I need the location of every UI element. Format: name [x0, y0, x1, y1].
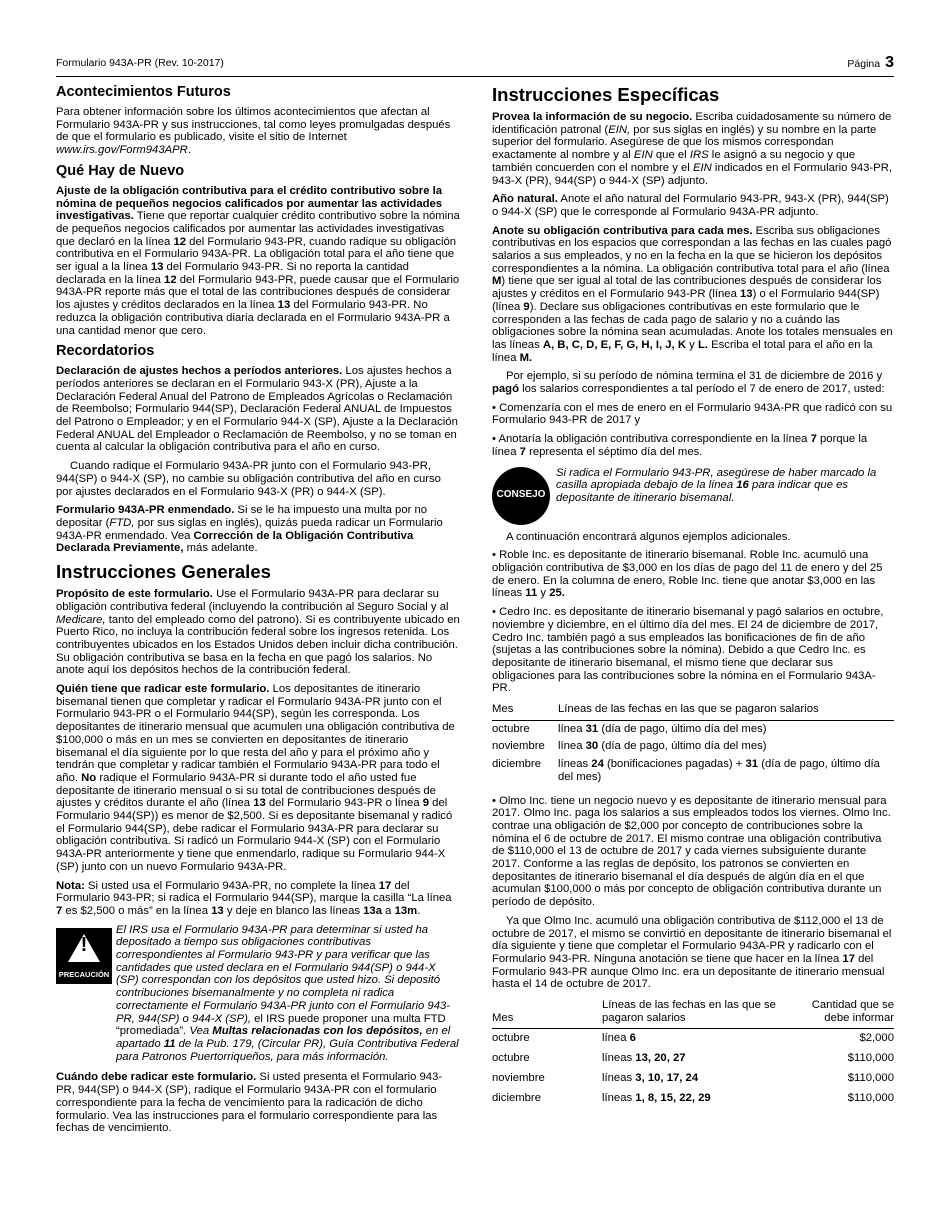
caution-note: ! PRECAUCIÓN El IRS usa el Formulario 943A-PR para determinar si usted ha depositado a tiempo sus obligaciones contributivas correspondientes al Formulario 943-PR y para verificar que las cantidades que usted declara en el Formulario 944(SP) o 944-X (SP) correspondan con los depósitos que usted hizo. Si depositó contribuciones bisemanalmente y no completa ni radica correctamente el Formulario 943A-PR junto con el Formulario 943-PR, 944(SP) o 944-X (SP), el IRS puede proponer una multa FTD “promediada”. Vea Multas relacionadas con los depósitos, en el apartado 11 de la Pub. 179, (Circular PR), Guía Contributiva Federal para Patronos Puertorriqueños, para más información. [56, 924, 460, 1064]
generales-nota: Nota: Si usted usa el Formulario 943A-PR, no complete la línea 17 del Formulario 943-PR; si radica el Formulario 944(SP), marque la casilla “La línea 7 es $2,500 o más” en la línea 13 y deje en blanco las líneas 13a a 13m. [56, 879, 452, 917]
table-row: diciembre líneas 1, 8, 15, 22, 29 $110,000 [492, 1091, 894, 1104]
heading-acontecimientos: Acontecimientos Futuros [56, 84, 231, 100]
ejemplos-intro: A continuación encontrará algunos ejemplos adicionales. [506, 530, 791, 543]
form-id: Formulario 943A-PR (Rev. 10-2017) [56, 57, 224, 69]
tip-label: CONSEJO [496, 488, 546, 500]
ejemplo-roble: • Roble Inc. es depositante de itinerario bisemanal. Roble Inc. acumuló una obligación contributiva de $3,000 en los días de pago del 11 de enero y del 25 de enero. En la columna de enero, Roble Inc. tiene que anotar $3,000 en las líneas 11 y 25. [492, 549, 883, 600]
acontecimientos-text: Para obtener información sobre los últimos acontecimientos que afectan al Formulario 943A-PR y sus instrucciones, tal como leyes promulgadas después de que el formulario es publicado, visite el sitio de Internet www.irs.gov/Form943APR. [56, 106, 451, 157]
recordatorios-p3: Formulario 943A-PR enmendado. Si se le ha impuesto una multa por no depositar (FTD, por sus siglas en inglés), quizás pueda radicar un Formulario 943A-PR enmendado. Vea Corrección de la Obligación Contributiva Declarada Previamente, más adelante. [56, 504, 443, 555]
especificas-p1: Provea la información de su negocio. Escriba cuidadosamente su número de identificación patronal (EIN, por sus siglas en inglés) y su nombre en la parte superior del formulario. Asegúrese de que los mismos correspondan exactamente al nombre y al EIN que el IRS le asignó a su negocio y que también concuerden con el nombre y el EIN indicados en el Formulario 943-PR, 943-X (PR), 944(SP) o 944-X (SP) adjunto. [492, 111, 893, 187]
tip-icon [492, 467, 550, 525]
irs-url[interactable]: www.irs.gov/Form943APR [56, 144, 188, 157]
heading-instrucciones-especificas: Instrucciones Específicas [492, 84, 720, 105]
recordatorios-p1: Declaración de ajustes hechos a períodos anteriores. Los ajustes hechos a períodos anteriores se declaran en el Formulario 943-X (PR), Ajuste a la Declaración Federal Anual del Patrono de Empleados Agrícolas o Reclamación de Reembolso; Formulario 944(SP), Declaración Federal ANUAL de Impuestos del Patrono o Empleador; y en el Formulario 944-X (SP), Ajuste a la Declaración Federal ANUAL del Empleador o Reclamación de Reembolso, y no se toman en cuenta al calcular la obligación contributiva para el año en curso. [56, 365, 458, 454]
table-header: Mes [492, 997, 602, 1029]
tip-note: CONSEJO Si radica el Formulario 943-PR, asegúrese de haber marcado la casilla apropiada debajo de la línea 16 para indicar que es depositante de itinerario bisemanal. [492, 467, 894, 525]
page-indicator: Página 3 [847, 54, 894, 71]
table-header: Líneas de las fechas en las que se pagaron salarios [558, 701, 894, 720]
ejemplo-cedro: • Cedro Inc. es depositante de itinerario bisemanal y pagó salarios en octubre, noviembre y diciembre, en el último día del mes. El 24 de diciembre de 2017, Cedro Inc. también pagó a sus empleados las bonificaciones de fin de año (sujetas a las contribuciones sobre la nómina). Debido a que Cedro Inc. es depositante de itinerario bisemanal, el mismo tiene que declarar sus obligaciones para las contribuciones sobre la nómina en el Formulario 943A-PR. [492, 606, 884, 695]
header-rule [56, 76, 894, 77]
table-header: Cantidad que se debe informar [794, 997, 894, 1029]
bullet-comenzaria: • Comenzaría con el mes de enero en el Formulario 943A-PR que radicó con su Formulario 943-PR de 2017 y [492, 401, 893, 427]
caution-icon: ! PRECAUCIÓN [56, 928, 112, 984]
generales-p1: Propósito de este formulario. Use el Formulario 943A-PR para declarar su obligación contributiva federal (incluyendo la contribución al Seguro Social y al Medicare, tanto del empleado como del patrono). Si es contribuyente ubicado en Puerto Rico, no incluya la contribución federal sobre los ingresos retenida. Los contribuyentes ubicados en los Estados Unidos deben incluir dicha contribución. Su obligación contributiva se basa en la fecha en que pagó los salarios. No anote aquí los depósitos hechos de la contribución federal. [56, 588, 460, 677]
heading-que-hay-de-nuevo: Qué Hay de Nuevo [56, 162, 185, 179]
heading-instrucciones-generales: Instrucciones Generales [56, 561, 271, 583]
generales-p2: Quién tiene que radicar este formulario. Los depositantes de itinerario bisemanal tienen que completar y radicar el Formulario 943A-PR junto con el Formulario 943-PR o el Formulario 944(SP), según les corresponda. Los depositantes de itinerario mensual que acumulen una obligación contributiva de $100,000 o más en un mes se convierten en depositantes de itinerario bisemanal el día siguiente por lo que resta del año y para el próximo año y tendrán que completar y radicar también el Formulario 943A-PR para todo el año. No radique el Formulario 943A-PR si durante todo el año usted fue depositante de itinerario mensual o si su total de contribuciones después de ajustes y créditos durante el año (línea 13 del Formulario 943-PR o línea 9 del Formulario 944(SP)) es menor de $2,500. Si es depositante bisemanal y radicó el Formulario 944(SP), debe radicar el Formulario 943A-PR para declarar su obligación contributiva. Si radicó un Formulario 944-X (SP) con el Formulario 943A-PR anteriormente y tiene que enmendarlo, radique su Formulario 944-X (SP) junto con un nuevo Formulario 943A-PR. [56, 683, 455, 873]
left-column [56, 84, 460, 1141]
caution-label: PRECAUCIÓN [58, 969, 110, 979]
que-hay-text: Ajuste de la obligación contributiva para el crédito contributivo sobre la nómina de pequeños negocios calificados por aumentar las actividades investigativas. Tiene que reportar cualquier crédito contributivo sobre la nómina de pequeños negocios calificados por aumentar las actividades investigativas que declaró en la línea 12 del Formulario 943-PR, cuando radique su obligación contributiva en el Formulario 943A-PR. La obligación total para el año tiene que ser igual a la línea 13 del Formulario 943-PR. Si no reporta la cantidad declarada en la línea 12 del Formulario 943-PR, puede causar que el Formulario 943A-PR reporte más que el total de las contribuciones después de considerar los ajustes y créditos declarados en la línea 13 del Formulario 943-PR. No reduzca la obligación contributiva diaria declarada en el Formulario 943A-PR a una cantidad menor que cero. [56, 184, 460, 337]
especificas-p4: Por ejemplo, si su período de nómina termina el 31 de diciembre de 2016 y pagó los salarios correspondientes a tal período el 7 de enero de 2017, usted: [492, 370, 885, 396]
table-row: octubre líneas 13, 20, 27 $110,000 [492, 1052, 894, 1065]
table-row: octubre línea 31 (día de pago, último día del mes) [492, 722, 767, 735]
page-number: 3 [885, 54, 894, 71]
especificas-p2: Año natural. Anote el año natural del Formulario 943-PR, 943-X (PR), 944(SP) o 944-X (SP) que le corresponde al Formulario 943A-PR adjunto. [492, 193, 889, 218]
table-row: octubre línea 6 $2,000 [492, 1032, 894, 1045]
heading-recordatorios: Recordatorios [56, 343, 155, 360]
recordatorios-p2: Cuando radique el Formulario 943A-PR junto con el Formulario 943-PR, 944(SP) o 944-X (SP), no cambie su obligación contributiva del año en curso por ajustes declarados en el Formulario 943-X (PR) o 944-X (SP). [56, 460, 441, 498]
table-header: Mes [492, 701, 558, 720]
cedro-table [492, 701, 894, 787]
ejemplo-olmo: • Olmo Inc. tiene un negocio nuevo y es depositante de itinerario mensual para 2017. Olmo Inc. paga los salarios a sus empleados todos los viernes. Olmo Inc. contrae una obligación de $2,000 por concepto de contribuciones sobre la nómina el 6 de octubre de 2017. El mismo contrae una obligación contributiva de $110,000 el 13 de octubre de 2017 y cada viernes subsiguiente durante 2017. Conforme a las reglas de depósito, los patronos se convierten en depositantes de itinerario bisemanal el día después de algún día en el que acumulan $100,000 o más por concepto de obligación contributiva durante un período de depósito. [492, 794, 891, 909]
table-row: noviembre línea 30 (día de pago, último día del mes) [492, 740, 767, 753]
especificas-p3: Anote su obligación contributiva para cada mes. Escriba sus obligaciones contributivas en los espacios que correspondan a las fechas en las cuales pagó salarios a sus empleados, y no en la fecha en la que se hicieron los depósitos correspondientes a la nómina. La obligación contributiva total para el año (línea M) tiene que ser igual al total de las contribuciones después de considerar los ajustes y créditos en el Formulario 943-PR (línea 13) o el Formulario 944(SP) (línea 9). Declare sus obligaciones contributivas en este formulario que le corresponden a las fechas de cada pago de salario y no a cuándo las obligaciones sobre la nómina sean acumuladas. Anote los totales mensuales en las líneas A, B, C, D, E, F, G, H, I, J, K y L. Escriba el total para el año en la línea M. [492, 224, 893, 364]
right-column [492, 84, 894, 1116]
olmo-table [492, 997, 894, 1108]
table-row: noviembre líneas 3, 10, 17, 24 $110,000 [492, 1071, 894, 1084]
ejemplo-olmo-2: Ya que Olmo Inc. acumuló una obligación contributiva de $112,000 el 13 de octubre de 2017, el mismo se convirtió en depositante de itinerario bisemanal el día siguiente y tiene que completar el Formulario 943A-PR y radicarlo con el Formulario 943-PR. Ninguna anotación se tiene que hacer en la línea 17 del Formulario 943-PR aunque Olmo Inc. era un depositante de itinerario mensual hasta el 14 de octubre de 2017. [492, 914, 892, 991]
cuando-radicar: Cuándo debe radicar este formulario. Si usted presenta el Formulario 943-PR, 944(SP) o 944-X (SP), radique el Formulario 943A-PR con el formulario correspondiente para la fecha de vencimiento para la radicación de dicho formulario. Vea las instrucciones para el formulario correspondiente para las fechas de vencimiento. [56, 1071, 443, 1135]
table-header: Líneas de las fechas en las que se pagaron salarios [602, 997, 794, 1029]
table-row: diciembre líneas 24 (bonificaciones pagadas) + 31 (día de pago, último día del mes) [492, 758, 880, 783]
bullet-anotaria: • Anotaría la obligación contributiva correspondiente en la línea 7 porque la línea 7 representa el séptimo día del mes. [492, 433, 868, 458]
